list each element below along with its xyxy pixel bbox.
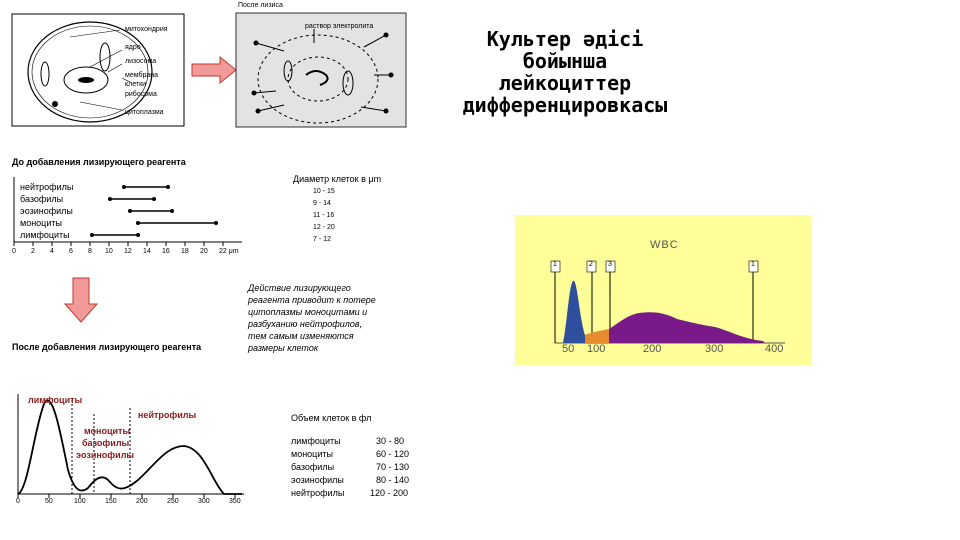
note-line: размеры клеток: [248, 343, 319, 353]
range-tick: 20: [200, 248, 208, 255]
range-row-label: базофилы: [20, 194, 64, 204]
hist-label-lymphocytes: лимфоциты: [28, 395, 83, 405]
title-line: дифференцировкасы: [462, 93, 668, 117]
volume-row-name: лимфоциты: [291, 436, 341, 446]
hist-tick: 150: [105, 498, 117, 505]
arrow-right-icon: [190, 56, 240, 86]
label-cell: клетки: [125, 81, 147, 88]
wbc-title: WBC: [650, 239, 679, 251]
range-tick: 12: [124, 248, 132, 255]
hist-tick: 100: [74, 498, 86, 505]
wbc-histogram: [515, 215, 811, 365]
slide-title: [420, 28, 710, 116]
cell-after-lysis-drawing: [236, 13, 406, 129]
volume-row-name: эозинофилы: [291, 475, 344, 485]
hist-tick: 200: [136, 498, 148, 505]
hist-tick: 0: [16, 498, 20, 505]
volume-row-name: моноциты: [291, 449, 333, 459]
wbc-mid-region: [585, 329, 609, 343]
range-tick: 14: [143, 248, 151, 255]
hist-label-eosinophils: эозинофилы: [76, 450, 135, 460]
range-row-label: эозинофилы: [20, 206, 73, 216]
wbc-neutro-region: [609, 312, 765, 343]
range-tick: 0: [12, 248, 16, 255]
hist-label-monocytes: моноциты: [84, 426, 131, 436]
label-membrane: мембрана: [125, 72, 158, 79]
range-bar-neutrophils: [122, 185, 170, 189]
range-tick: 18: [181, 248, 189, 255]
label-ribosome: рибосома: [125, 91, 157, 98]
range-tick: 8: [88, 248, 92, 255]
label-lysosome: лизосома: [125, 58, 157, 65]
volume-row-value: 30 - 80: [376, 436, 405, 446]
volume-row-value: 120 - 200: [370, 488, 409, 498]
range-tick: 4: [50, 248, 54, 255]
hist-tick: 250: [167, 498, 179, 505]
diameter-value: 11 - 16: [313, 212, 335, 219]
range-bar-lymphocytes: [90, 233, 140, 237]
wbc-marker: 3: [608, 261, 612, 268]
title-line: бойынша: [522, 49, 608, 73]
wbc-lymph-peak: [563, 281, 588, 343]
hist-tick: 50: [45, 498, 53, 505]
histogram-plot: [14, 390, 254, 500]
after-reagent-title: После добавления лизирующего реагента: [12, 342, 202, 352]
wbc-marker: 1: [553, 261, 557, 268]
hist-tick: 350: [229, 498, 241, 505]
range-tick: 2: [31, 248, 35, 255]
arrow-down-icon: [64, 276, 100, 326]
diameter-title: Диаметр клеток в μm: [293, 174, 382, 184]
range-row-label: лимфоциты: [20, 230, 70, 240]
electrolyte-label: раствор электролита: [305, 23, 374, 30]
range-chart-title: До добавления лизирующего реагента: [12, 157, 186, 167]
hist-label-neutrophils: нейтрофилы: [138, 410, 197, 420]
diameter-value: 12 - 20: [313, 224, 335, 231]
diameter-value: 7 - 12: [313, 236, 331, 243]
note-line: Действие лизирующего: [248, 283, 351, 293]
volume-row-name: нейтрофилы: [291, 488, 345, 498]
note-line: реагента приводит к потере: [248, 295, 376, 305]
volume-row-value: 80 - 140: [376, 475, 410, 485]
after-lysis-label: После лизиса: [238, 2, 283, 9]
range-bar-basophils: [108, 197, 156, 201]
range-row-label: нейтрофилы: [20, 182, 74, 192]
range-tick: 16: [162, 248, 170, 255]
histogram-curve: [18, 401, 242, 494]
volume-row-name: базофилы: [291, 462, 335, 472]
wbc-tick: 100: [587, 343, 606, 355]
wbc-tick: 50: [562, 343, 575, 355]
wbc-marker: 2: [589, 261, 593, 268]
wbc-tick: 200: [643, 343, 662, 355]
volume-row-value: 70 - 130: [376, 462, 410, 472]
note-line: цитоплазмы моноцитами и: [248, 307, 368, 317]
range-bar-eosinophils: [128, 209, 174, 213]
wbc-tick: 400: [765, 343, 784, 355]
range-bar-monocytes: [136, 221, 218, 225]
range-chart-plot: [10, 175, 250, 255]
label-cytoplasm: цитоплазма: [125, 109, 164, 116]
wbc-tick: 300: [705, 343, 724, 355]
note-line: разбуханию нейтрофилов,: [248, 319, 363, 329]
diameter-value: 10 - 15: [313, 188, 335, 195]
wbc-marker: 1: [751, 261, 755, 268]
hist-label-basophils: базофилы: [82, 438, 130, 448]
label-mitochondria: митохондрия: [125, 26, 168, 33]
volume-row-value: 60 - 120: [376, 449, 410, 459]
range-row-label: моноциты: [20, 218, 62, 228]
label-nucleus: ядро: [125, 44, 141, 51]
volume-table-title: Объем клеток в фл: [291, 413, 372, 423]
note-line: тем самым изменяются: [248, 331, 354, 341]
range-tick: 22 μm: [219, 248, 239, 255]
title-line: лейкоциттер: [498, 71, 632, 95]
range-tick: 10: [105, 248, 113, 255]
title-line: Культер әдісі: [486, 27, 644, 51]
range-tick: 6: [69, 248, 73, 255]
hist-tick: 300: [198, 498, 210, 505]
diameter-value: 9 - 14: [313, 200, 331, 207]
